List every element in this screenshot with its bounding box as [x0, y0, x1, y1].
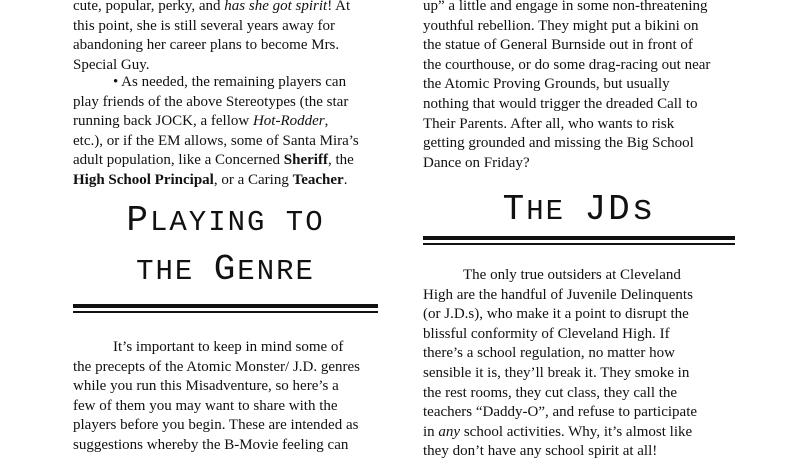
heading-rule-thick	[423, 236, 735, 240]
text-run-bold: Sheriff	[283, 152, 328, 169]
heading-line-2	[73, 251, 378, 294]
text-run: • As needed, the remaining players can play friends of the above Stereotypes (the star running back JOCK, a fellow	[73, 74, 349, 130]
text-run: The only true outsiders at Cleveland High are the handful of Juvenile Delinquents (or J.D.s), who make it a point to disrupt the blissful conformity of Cleveland High. If there’s a school regulation, no matter how sensible it is, they’ll break it. They smoke in the rest rooms, they cut class, they call the teachers “Daddy-O”, and refuse to participate in	[423, 267, 698, 440]
text-run: , the	[327, 152, 354, 169]
text-run: .	[343, 171, 348, 188]
paragraph-youthful-rebellion	[423, 0, 735, 173]
heading-jds: JDs	[584, 189, 656, 230]
heading-the-jds	[423, 188, 735, 237]
heading-rest: ENRE	[237, 255, 315, 288]
heading-initial-cap: G	[213, 249, 238, 290]
text-run-bold: Teacher	[292, 171, 344, 188]
heading-the: HE	[526, 195, 585, 228]
text-run: up” a little and engage in some non-threatening youthful rebellion. They might put a bikini on the statue of General Burnside out in front of the courthouse, or do some drag-racing out near the Atomic Proving Grounds, but usually nothing that would trigger the dreaded Call to Their Parents. After all, who wants to risk getting grounded and missing the Big School Dance on Friday?	[423, 0, 711, 171]
text-run: ! At this point, she is still several years away for abandoning her career plans to become Mrs. Special Guy.	[73, 0, 351, 73]
text-run-bold: High School Principal	[73, 171, 214, 188]
heading-the: THE	[136, 255, 214, 288]
text-run: cute, popular, perky, and	[73, 0, 225, 14]
paragraph-genre-precepts: It’s important to keep in mind some of the precepts of the Atomic Monster/ J.D. genres while you run this Misadventure, so here’s a few of them you may want to share with the players before you begin. These are intended as suggestions whereby the B-Movie feeling can	[73, 339, 361, 453]
heading-playing-to-the-genre	[73, 202, 378, 294]
text-run: , etc.), or if the EM allows, some of Santa Mira’s adult population, like a Concerned	[73, 113, 359, 169]
text-run-italic: Hot-Rodder	[252, 113, 325, 130]
heading-rest: LAYING TO	[149, 206, 325, 239]
paragraph-remaining-players	[73, 73, 378, 191]
heading-initial-cap: T	[502, 189, 527, 230]
text-run: , or a Caring	[213, 171, 293, 188]
heading-line-1	[73, 202, 378, 245]
heading-initial-cap: P	[126, 200, 150, 241]
heading-rule-thick	[73, 304, 378, 308]
text-run: school activities. Why, it’s almost like they don’t have any school spirit at all!	[423, 423, 693, 460]
heading-rule-thin	[73, 311, 378, 313]
heading-rule-thin	[423, 243, 735, 245]
paragraph-juvenile-delinquents	[423, 266, 735, 462]
text-run-italic: has she got spirit	[224, 0, 328, 14]
paragraph-cheerleader-end	[73, 0, 378, 75]
text-run-italic: any	[438, 423, 461, 440]
